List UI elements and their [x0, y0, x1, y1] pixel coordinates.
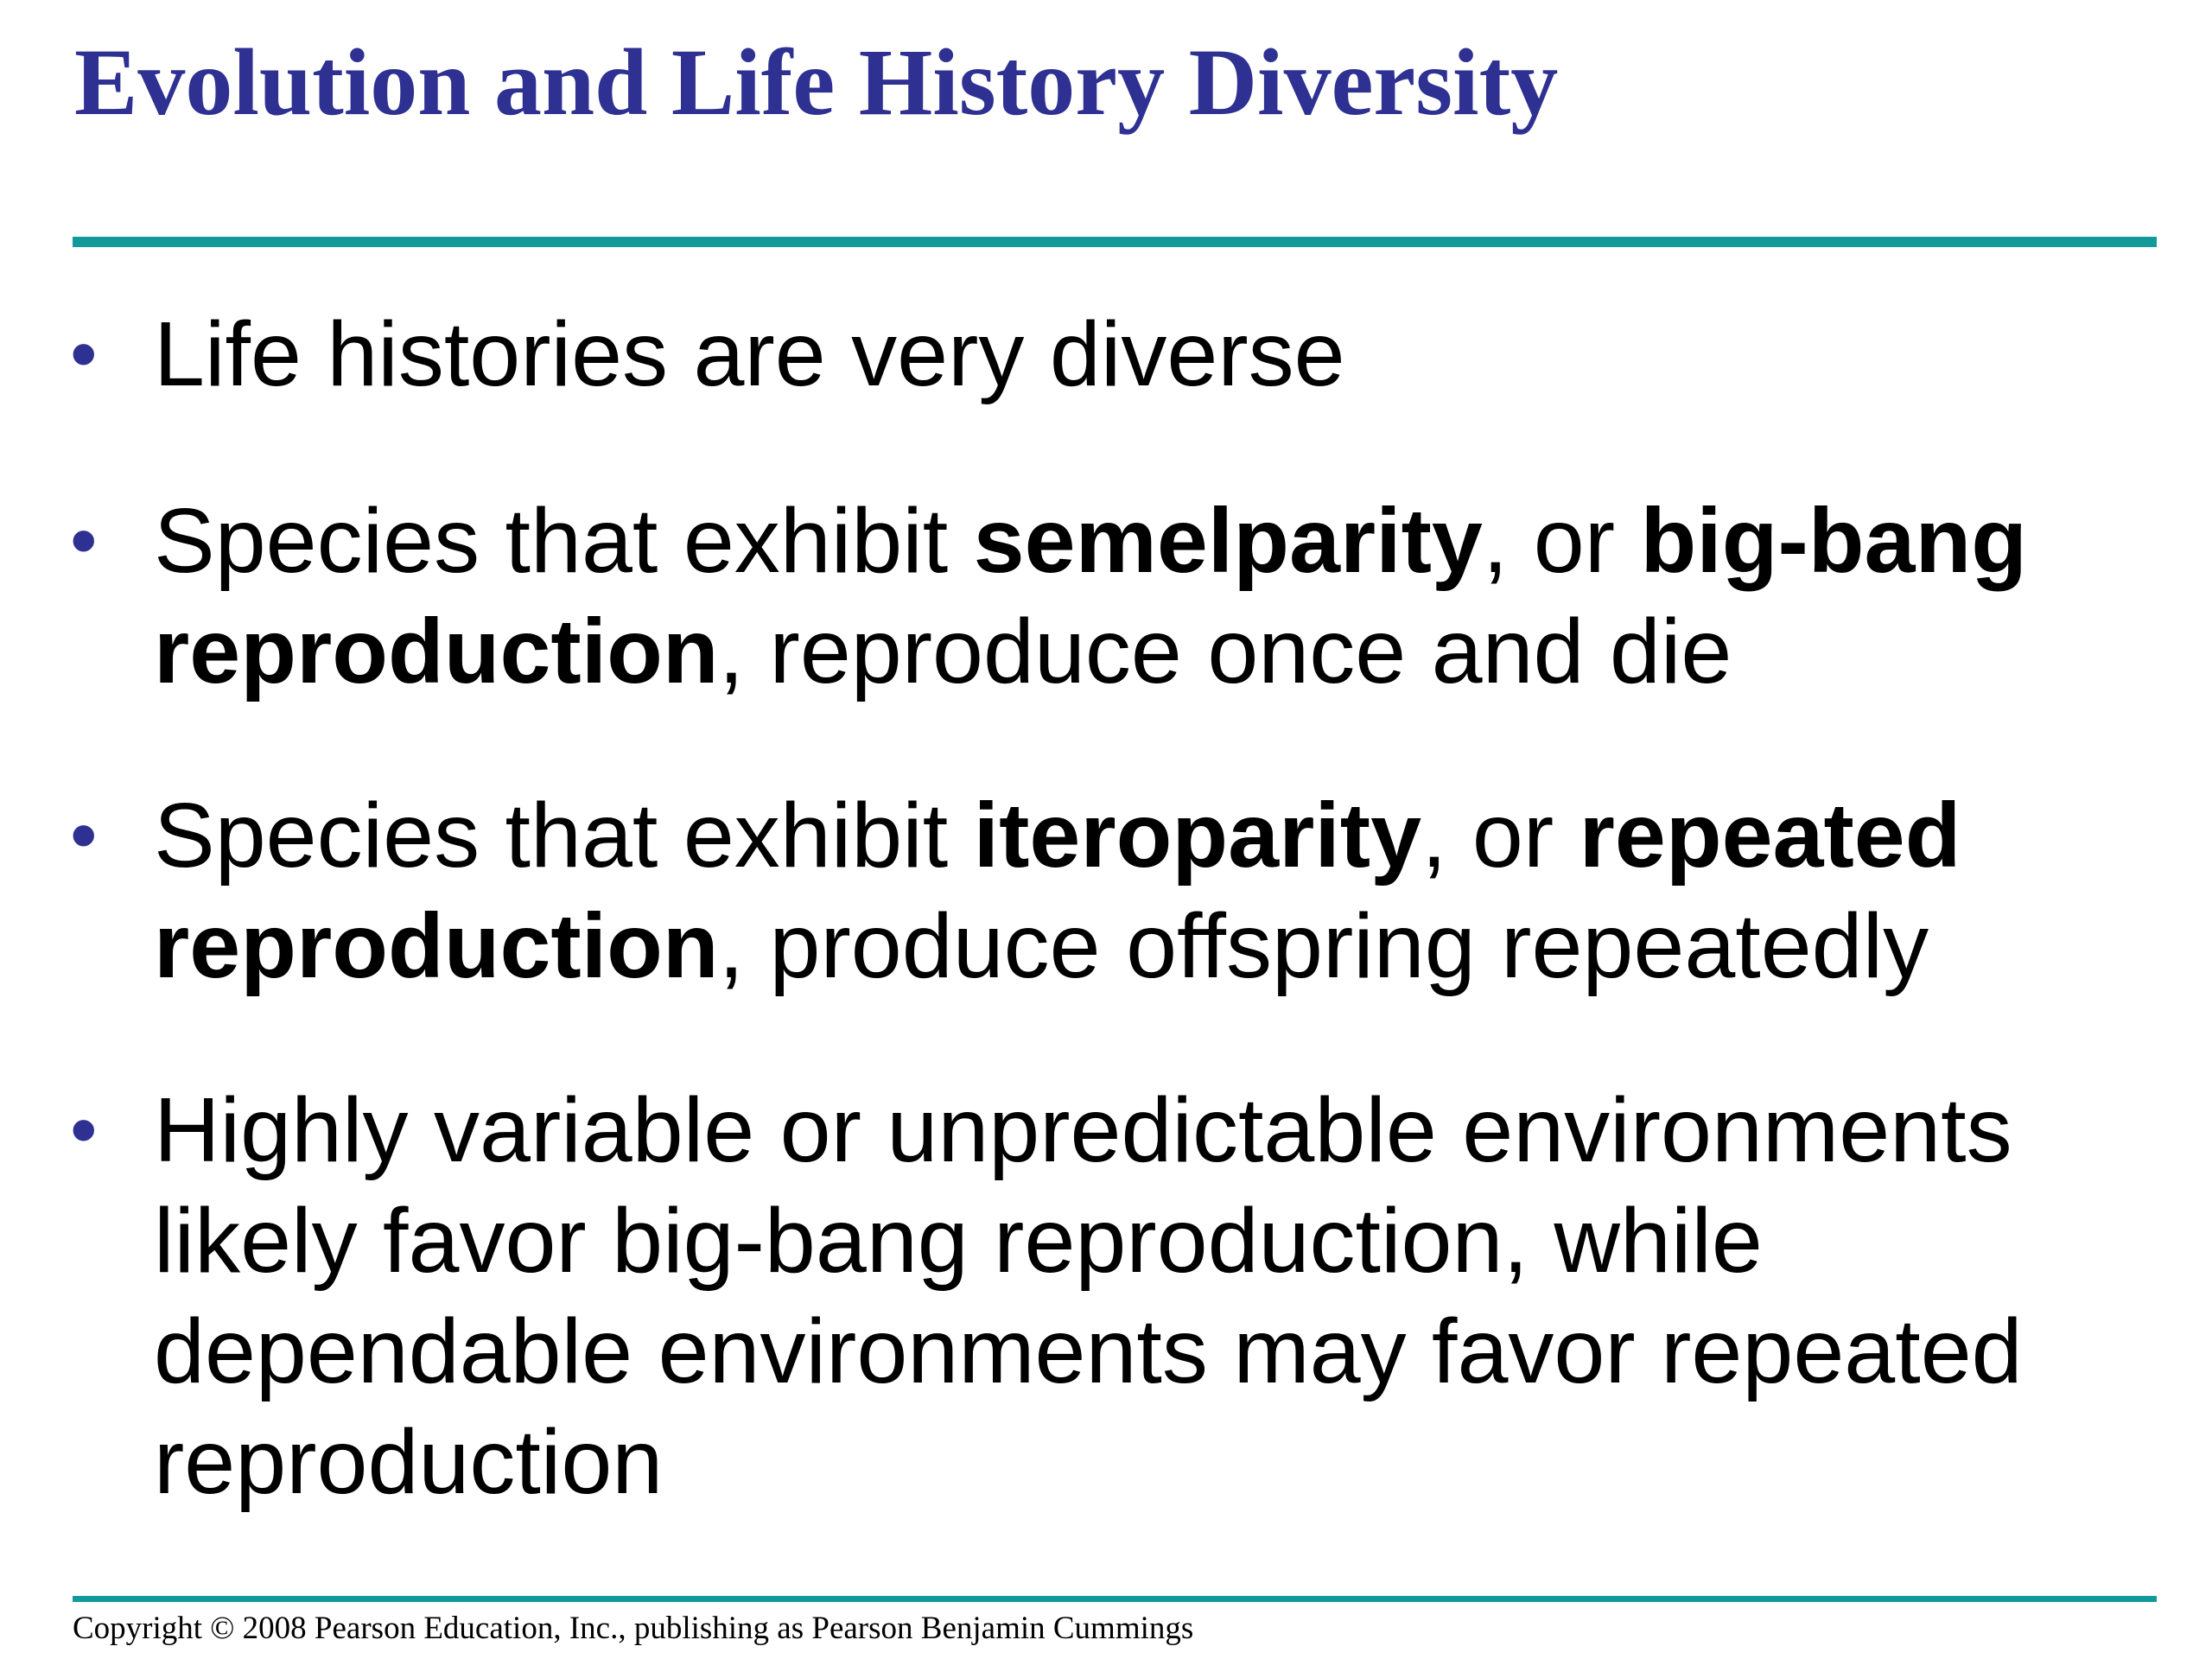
bullet-text: , reproduce once and die [718, 601, 1732, 702]
bullet-marker: • [70, 792, 98, 879]
term-iteroparity: iteroparity [973, 785, 1422, 887]
bullet-marker: • [70, 498, 98, 584]
footer-divider [73, 1596, 2157, 1602]
bullet-text: Life histories are very diverse [154, 303, 1345, 405]
slide-title: Evolution and Life History Diversity [74, 29, 1559, 135]
bullet-item [70, 299, 2133, 410]
bullet-text: , or [1421, 785, 1580, 887]
term-repeated-reproduction: repeated reproduction [154, 785, 1961, 997]
bullet-item [70, 780, 2133, 1001]
bullet-text: Highly variable or unpredictable environments likely favor big-bang reproduction, while dependable environments may favor repeated reproduction [154, 1079, 2023, 1513]
bullet-marker: • [70, 311, 98, 397]
bullet-text: , produce offspring repeatedly [718, 895, 1929, 997]
term-big-bang-reproduction: big-bang reproduction [154, 490, 2027, 702]
bullet-marker: • [70, 1087, 98, 1173]
bullet-text: Species that exhibit [154, 490, 974, 592]
bullet-item [70, 1075, 2133, 1517]
copyright-footer: Copyright © 2008 Pearson Education, Inc., publishing as Pearson Benjamin Cummings [73, 1611, 1194, 1646]
title-divider [73, 237, 2157, 247]
term-semelparity: semelparity [973, 490, 1483, 592]
bullet-text: , or [1482, 490, 1641, 592]
bullet-item [70, 486, 2133, 707]
bullet-text: Species that exhibit [154, 785, 974, 887]
